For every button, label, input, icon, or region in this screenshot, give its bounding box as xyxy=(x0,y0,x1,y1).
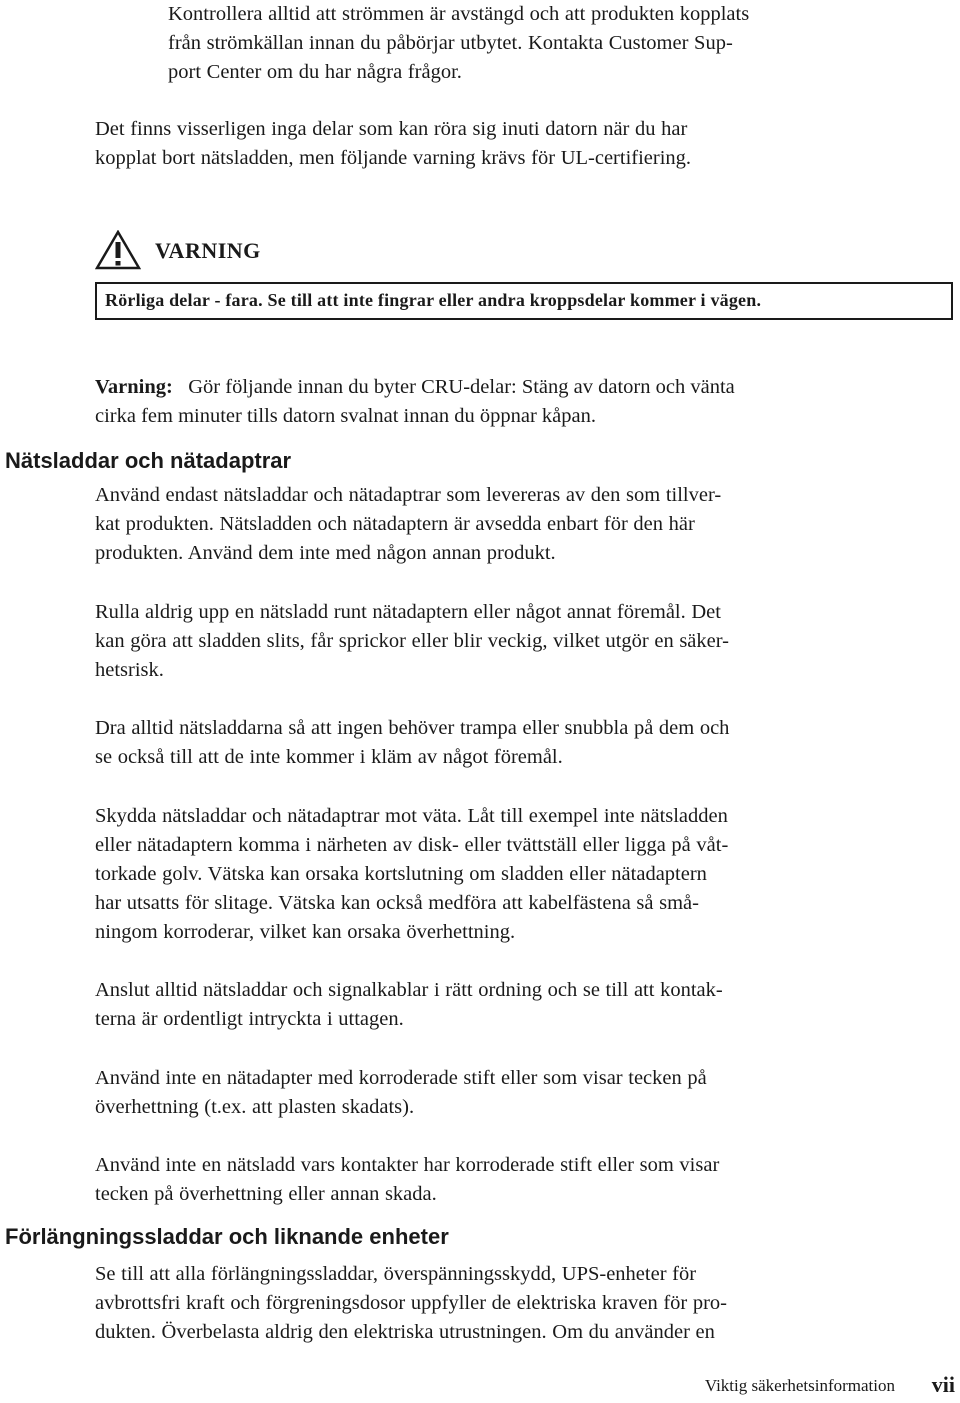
page-number: vii xyxy=(931,1372,955,1397)
paragraph-power-1: Använd endast nätsladdar och nätadaptrar som levereras av den som tillver- kat produkten. Nätsladden och nätadaptern är avsedda enbart för den här produkten. Använd dem inte med någon annan produkt. xyxy=(95,484,722,564)
warning-box xyxy=(95,282,953,320)
paragraph-power-4: Skydda nätsladdar och nätadaptrar mot väta. Låt till exempel inte nätsladden eller nätadaptern komma i närheten av disk- eller tvättställ eller ligga på våt- torkade golv. Vätska kan orsaka kortslutning om sladden eller nätadaptern har utsatts för slitage. Vätska kan också medföra att kabelfästena så små- ningom korroderar, vilket kan orsaka överhettning. xyxy=(95,805,729,943)
caution-line-2: cirka fem minuter tills datorn svalnat innan du öppnar kåpan. xyxy=(95,405,596,427)
warning-triangle-icon xyxy=(95,230,141,270)
paragraph-power-7: Använd inte en nätsladd vars kontakter har korroderade stift eller som visar tecken på överhettning eller annan skada. xyxy=(95,1154,720,1205)
section-heading-power-cords: Nätsladdar och nätadaptrar xyxy=(5,448,292,473)
footer-title: Viktig säkerhetsinformation xyxy=(704,1376,895,1395)
warning-box-text: Rörliga delar - fara. Se till att inte fingrar eller andra kroppsdelar kommer i vägen. xyxy=(105,290,762,310)
paragraph-power-6: Använd inte en nätadapter med korroderade stift eller som visar tecken på överhettning (t.ex. att plasten skadats). xyxy=(95,1067,707,1118)
paragraph-extension-1: Se till att alla förlängningssladdar, överspänningsskydd, UPS-enheter för avbrottsfri kraft och förgreningsdosor uppfyller de elektriska kraven för pro- dukten. Överbelasta aldrig den elektriska utrustningen. Om du använder en xyxy=(95,1263,728,1343)
paragraph-power-5: Anslut alltid nätsladdar och signalkablar i rätt ordning och se till att kontak- terna är ordentligt intryckta i uttagen. xyxy=(95,979,723,1030)
caution-text-1: Gör följande innan du byter CRU-delar: Stäng av datorn och vänta xyxy=(188,376,735,398)
section-heading-extension-cords: Förlängningssladdar och liknande enheter xyxy=(5,1224,449,1249)
paragraph-power-2: Rulla aldrig upp en nätsladd runt nätadaptern eller något annat föremål. Det kan göra att sladden slits, får sprickor eller blir veckig, vilket utgör en säker- hetsrisk. xyxy=(95,601,729,681)
warning-title: VARNING xyxy=(155,238,261,263)
caution-line-1 xyxy=(95,373,955,402)
ul-paragraph: Det finns visserligen inga delar som kan röra sig inuti datorn när du har kopplat bort nätsladden, men följande varning krävs för UL-certifiering. xyxy=(95,118,692,169)
caution-label: Varning: xyxy=(95,376,173,398)
paragraph-power-3: Dra alltid nätsladdarna så att ingen behöver trampa eller snubbla på dem och se också till att de inte kommer i kläm av något föremål. xyxy=(95,717,730,768)
intro-paragraph: Kontrollera alltid att strömmen är avstängd och att produkten kopplats från strömkällan innan du påbörjar utbytet. Kontakta Customer Sup- port Center om du har några frågor. xyxy=(168,3,750,83)
caution-notice xyxy=(95,373,955,431)
